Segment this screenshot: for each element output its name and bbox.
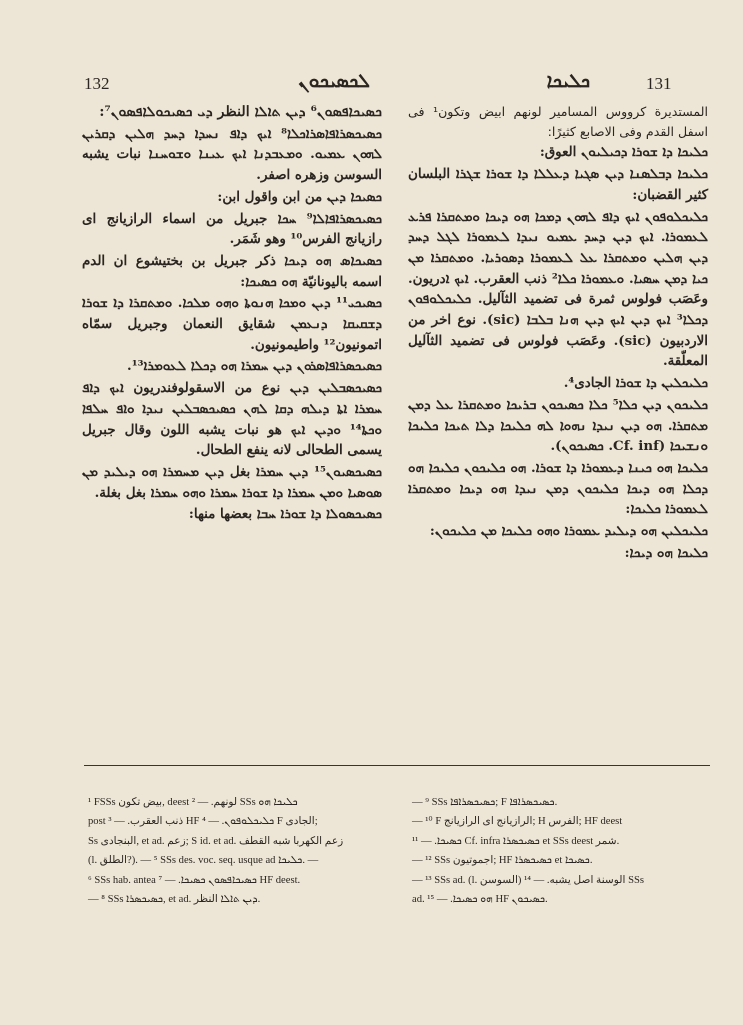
entry-paragraph [82, 293, 382, 355]
entry-paragraph [408, 373, 708, 394]
entry-text: ܟܣܝܟܣܘܠܐ ܕܐ ܫܘܪܐ ܚܒܐ بعضها منها: [188, 506, 382, 523]
footnote-line: ad. ܗܘ ܟܣܝܟܐ. — ¹⁵ HF ܟܣܝܟܘܢ. [412, 894, 548, 906]
footnote-line: — ¹³ SSs ad. (l. السوسن) الوسنة اصل يشبه. — ¹⁴ SSs [412, 874, 645, 886]
entry-text: ܟܠܝܟܠܝܢ ܗܘ ܕܝܠܝܕ ܥܡܘܪܐ ܘܗܘ ܟܠܝܟܐ ܡܢ ܟܠܝܟܘܢ: [429, 523, 708, 540]
footnote-line: — ¹⁰ F الرازيانج اى الرازيانج; H الفرس; HF deest [412, 816, 623, 828]
entry-paragraph [408, 102, 708, 141]
footnote-line: ⁶ SSs hab. antea ܟܣܝܟܐܦܣܘܢ ܟܣܝܟܐ. — ⁷ HF deest. [88, 874, 301, 886]
left-column [82, 102, 382, 526]
entry-paragraph [408, 142, 708, 163]
entry-text: ܟܣܝܟܐܣ ܗܘ ܕܝܟܐ ذكر جبريل بن بختيشوع ان الدم اسمه باليونانيّة ܗܘ ܟܣܝܟܐ: [82, 252, 382, 290]
left-footnotes [88, 793, 388, 909]
left-running-head: ܠܟܣܝܟܘܢ [298, 70, 370, 92]
entry-paragraph [82, 356, 382, 377]
entry-text: ܟܠܝܟܠܘܦܘܢ ܐܝܟ ܕܐܦ ܠܗܘܢ ܕܡܟܐ ܗܘ ܕܝܟܐ ܘܡܬܩܪܐ ܦܪܥ ܠܥܡܘܪܐ. ܐܝܟ ܕܝܢ ܕܚܕ ܥܡܝܘ ܢܝܕܐ ܠܥܡܘܪܐ ܠܓܠ ܕܚܕ ܕܝܢ ܗܠܝܢ ܘܡܬܩܪܐ ܥܠ ܠܥܡܘܪܐ ܕܣܘܪܝܐ. ܘܡܬܩܪܐ ܡܢ ܟܝܐ ܕܡܢ ܚܣܝܐ. ܘܥܡܘܪܐ ܟܠܐ² ذنب العقرب. ܐܝܟ ܐدريون. وعَصَب فولوس ثمرة فى تضميد الثآليل. ܟܠܝܟܠܘܦܘܢ ܕܟܠܐ³ ܐܝܟ ܕܝܢ ܐܝܟ ܕܝܢ ܗܢܐ ܒܠܒܐ (sic). نوع اخر من الاردبيون (sic). وعَصَب فولوس فى تضميد الثآليل المعلّقة. [408, 208, 709, 370]
footnote-line: post ذنب العقرب. — ³ HF ܟܠܝܟܠܘܦܘܢ. — ⁴ F الجادى; [88, 816, 318, 828]
entry-paragraph [408, 164, 708, 205]
entry-text: ܟܣܝܟܣܒܠܝܢ ܕܝܢ نوع من الاسقولوفندريون ܐܝܟ ܕܐܦ ܚܡܪܐ ܐܬܐ ܕܝܠܗ ܕܩܐ ܠܗܢ ܟܣܝܟܣܒܠܝܢ ܢܝܕܐ ܘܐܦ ܚܠܦܐ ܘܟܬܐ¹⁴ ܘܕܝܢ ܐܝܟ هو نبات يشبه اللون وقال جبريل يسمى الطحالى لانه ينفع الطحال. [82, 380, 382, 459]
entry-paragraph [408, 207, 708, 373]
entry-text: ܟܣܝܟܝ¹¹ ܕܝܢ ܘܡܟܐ ܗܢܘܬܐ ܘܗܘ ܡܠܟܐ. ܘܡܬܩܪܐ ܕܐ ܫܘܪܐ ܕܫܩܝܩܐ ܕܢܥܡܢ شقايق النعمان وجبريل سمّاه اتمونيون¹² واطيمونيون. [82, 295, 382, 353]
entry-paragraph [408, 395, 708, 457]
footnote-line: Ss البنجادى, et ad. زعم; S id. et ad. زعم الكهربا شبه القطف [88, 835, 344, 847]
footnote-divider [84, 765, 710, 766]
entry-paragraph [408, 458, 708, 520]
entry-paragraph [82, 504, 382, 525]
entry-paragraph [408, 543, 708, 564]
entry-text: ܟܣܝܟܐܦܣܘܢ⁶ ܕܝܢ ܬܐܠܐ النظر ܕܝ ܟܣܝܟܘܠܐܦܣܘܢ⁷: [99, 104, 382, 120]
entry-paragraph [82, 124, 382, 186]
entry-paragraph [82, 378, 382, 461]
right-page-number: 131 [646, 74, 672, 93]
entry-text: ܟܣܝܟܣܪܐܦܐܣܪܐܟܠܐ⁸ ܐܝܟ ܕܐܦ ܢܚܕܐ ܕܚܕ ܗܠܝܢ ܕܩܪܝܢ ܠܗܘܢ ܥܡܝܘ. ܘܡܥܒܕܢܐ ܐܝܟ ܥܝܢܐ ܘܫܘܚܢܐ نبات يشبه السوسن وزهره اصفر. [82, 125, 382, 184]
footnote-line: ܟܣܝܟܐ. — ¹¹ Cf. infra ܟܣܝܟܣܪܐ et SSs deest شمر. [412, 835, 620, 847]
entry-paragraph [82, 102, 382, 123]
right-column [408, 102, 708, 564]
entry-text: ܟܠܝܟܘܢ ܕܝܢ ܟܠܐ⁵ ܟܠܐ ܟܣܝܟܘܢ ܒܪܝܟܐ ܘܡܬܩܪܐ ܥܠ ܕܡܢ ܡܬܩܪܐ. ܗܘ ܕܝܢ ܢܝܕܐ ܢܗܘܐ ܠܗ ܟܠܝܟܐ ܕܠܐ ܬܝܟܐ ܟܠܝܟܐ ܘܢܫܝܟܐ (Cf. inf. ܟܣܝܟܘܢ). [408, 396, 708, 455]
entry-text: ܟܣܝܟܐ ܕܝܢ من ابن واقول ابن: [217, 188, 382, 205]
entry-paragraph [82, 187, 382, 208]
entry-text: ܟܣܝܟܣܝܘܢ¹⁵ ܕܝܢ ܚܡܪܐ بغل ܕܝܢ ܡܚܡܪܐ ܗܘ ܕܝܠܝܕ ܡܢ ܣܘܣܝܐ ܘܡܢ ܚܡܪܐ ܕܐ ܫܘܪܐ ܚܡܪܐ ܘܗܘ ܚܡܪܐ بغل بغلة. [82, 463, 382, 501]
footnote-line: — ⁸ SSs ܟܣܝܟܣܪܐ, et ad. ܕܝܢ ܬܐܠܐ النظر. [88, 894, 261, 906]
entry-text: ܟܠܝܟܐ ܗܘ ܕܝܟܐ: [624, 544, 708, 561]
footnote-line: — ⁹ SSs ܟܣܝܟܣܪܐܦܐ; F ܟܣܝܟܣܪܐܦܐ. [412, 797, 558, 808]
right-footnotes [412, 793, 712, 909]
entry-text: ܟܣܝܟܣܪܐܦܐܣܪܘܢ ܕܝܢ ܚܡܪܐ ܗܘ ܕܟܠܐ ܠܥܘܡܪܐ¹³. [127, 358, 382, 375]
entry-paragraph [82, 251, 382, 292]
entry-paragraph [82, 462, 382, 503]
entry-text: المستديرة كرووس المسامير لونهم ابيض وتكون¹ فى اسفل القدم وفى الاصابع كثيرًا: [408, 104, 708, 139]
right-running-head: ܟܠܝܟܐ [546, 70, 590, 92]
entry-text: ܟܠܝܟܐ ܕܐ ܫܘܪܐ ܕܟܝܠܝܘܢ العوق: [539, 144, 708, 161]
entry-text: ܟܠܝܟܐ ܕܒܠܣܢܐ ܕܝܢ ܣܓܝܐ ܕܥܠܠܐ ܕܐ ܫܘܪܐ ܫܓܪܐ البلسان كثير القضبان: [408, 166, 708, 203]
entry-text: ܟܠܝܟܐ ܗܘ ܟܝܢܐ ܕܥܡܘܪܐ ܕܐ ܫܘܪܐ. ܗܘ ܟܠܝܟܘܢ ܟܠܝܟܐ ܗܘ ܕܟܠܐ ܗܘ ܕܝܟܐ ܟܠܝܟܘܢ ܕܡܢ ܢܝܕܐ ܗܘ ܕܝܟܐ ܘܡܬܩܪܐ ܠܥܡܘܪܐ ܟܠܝܟܐ: [408, 459, 708, 518]
footnote-line: ¹ FSSs بيض تكون, deest لونهم. — ² SSs ܟܠܝܟܐ ܗܘ [88, 797, 298, 808]
footnote-line: (l. الطلق?). — ⁵ SSs des. voc. seq. usque ad ܟܠܝܟܐ. — [88, 855, 319, 867]
entry-text: ܟܠܝܟܠܝܢ ܕܐ ܫܘܪܐ الجادى⁴. [563, 375, 708, 392]
left-page-number: 132 [84, 74, 110, 93]
entry-paragraph [408, 521, 708, 542]
footnote-line: — ¹² SSs اجموتيون; HF ܟܣܝܟܣܪܐ et ܟܣܝܟܐ. [412, 855, 593, 867]
entry-paragraph [82, 209, 382, 250]
entry-text: ܟܣܝܟܣܪܐܦܐܠܐ⁹ ܚܟܐ جبريل من اسماء الرازيانج اى رازيانج الفرس¹⁰ وهو شَمَر. [82, 210, 382, 248]
